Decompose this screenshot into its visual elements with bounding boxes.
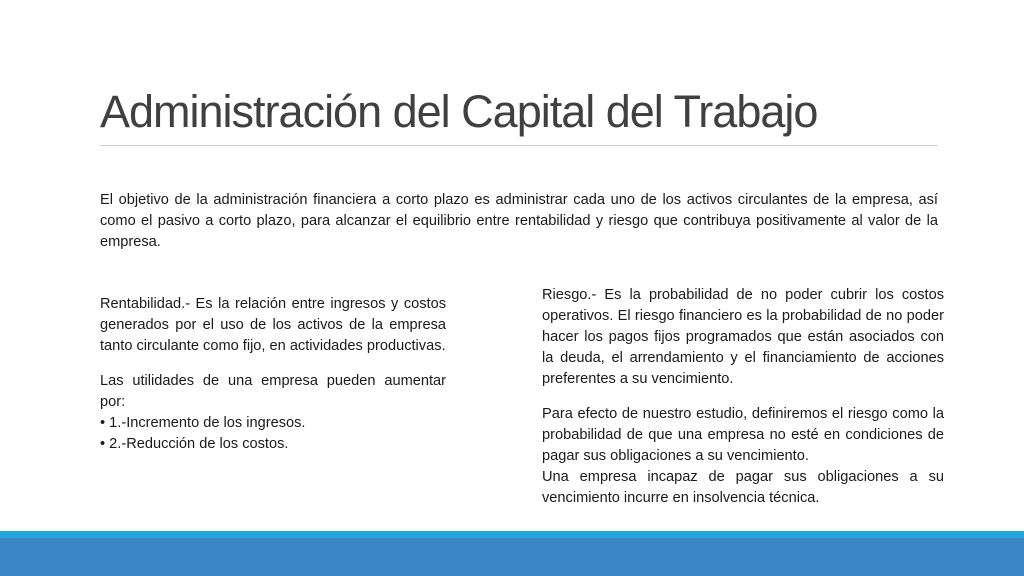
riesgo-paragraph: Riesgo.- Es la probabilidad de no poder cubrir los costos operativos. El riesgo financiero es la probabilidad de no poder hacer los pagos fijos programados que están asociados con la deuda, el arrendamiento y el financiamiento de acciones preferentes a su vencimiento. [542, 287, 944, 387]
insolvencia-paragraph: Una empresa incapaz de pagar sus obligaciones a su vencimiento incurre en insolvencia técnica. [542, 469, 944, 506]
efecto-paragraph: Para efecto de nuestro estudio, definiremos el riesgo como la probabilidad de que una empresa no esté en condiciones de pagar sus obligaciones a su vencimiento. [542, 406, 944, 464]
footer-bar [0, 538, 1024, 576]
left-column [100, 294, 446, 455]
list-item: • 1.-Incremento de los ingresos. [100, 415, 306, 431]
title-divider [100, 145, 938, 146]
rentabilidad-paragraph: Rentabilidad.- Es la relación entre ingresos y costos generados por el uso de los activos de la empresa tanto circulante como fijo, en actividades productivas. [100, 296, 446, 354]
footer-accent-strip [0, 531, 1024, 538]
intro-paragraph: El objetivo de la administración financiera a corto plazo es administrar cada uno de los activos circulantes de la empresa, así como el pasivo a corto plazo, para alcanzar el equilibrio entre rentabilidad y riesgo que contribuya positivamente al valor de la empresa. [100, 192, 938, 250]
utilidades-paragraph: Las utilidades de una empresa pueden aumentar por: [100, 373, 446, 410]
slide-title: Administración del Capital del Trabajo [100, 86, 818, 137]
right-column [542, 285, 944, 509]
list-item: • 2.-Reducción de los costos. [100, 436, 289, 452]
